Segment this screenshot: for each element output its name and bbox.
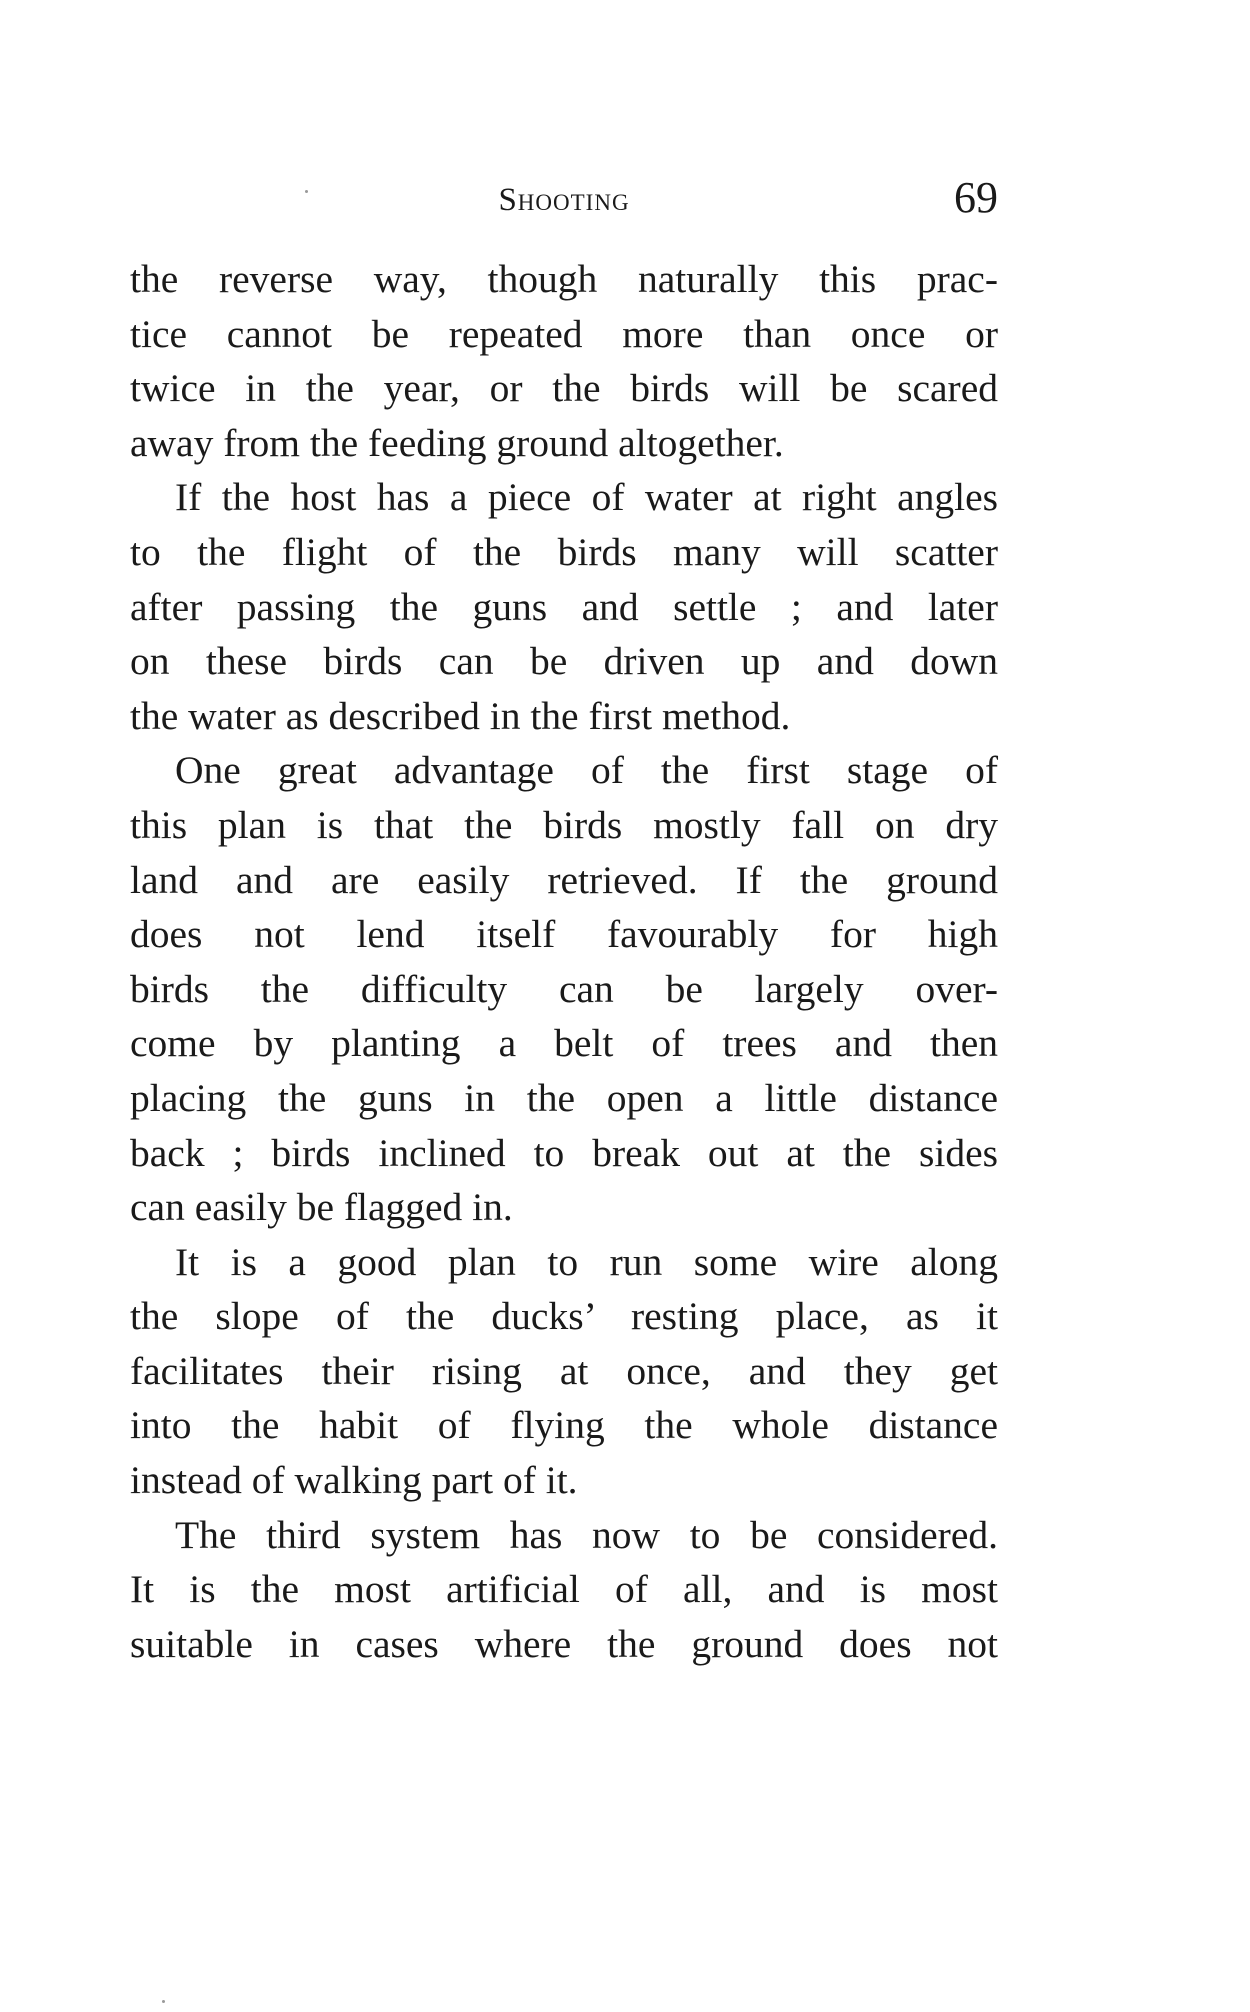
paragraph <box>130 470 998 743</box>
text-line: the water as described in the first method. <box>130 693 791 738</box>
text-line: does not lend itself favourably for high <box>130 912 998 957</box>
text-line: tice cannot be repeated more than once or <box>130 311 998 356</box>
text-line: after passing the guns and settle ; and later <box>130 584 998 629</box>
body-text <box>130 252 998 1671</box>
paragraph <box>130 252 998 470</box>
text-line: twice in the year, or the birds will be scared <box>130 366 998 411</box>
paper-speck <box>162 2000 165 2003</box>
text-line: placing the guns in the open a little distance <box>130 1075 998 1120</box>
text-line: The third system has now to be considered. <box>175 1512 998 1557</box>
text-line: It is the most artificial of all, and is most <box>130 1567 998 1612</box>
text-line: instead of walking part of it. <box>130 1458 578 1503</box>
text-line: facilitates their rising at once, and they get <box>130 1348 998 1393</box>
text-line: come by planting a belt of trees and then <box>130 1021 998 1066</box>
text-line: One great advantage of the first stage of <box>175 748 998 793</box>
text-line: If the host has a piece of water at right angles <box>175 475 998 520</box>
paragraph <box>130 743 998 1234</box>
text-line: this plan is that the birds mostly fall on dry <box>130 802 998 847</box>
text-line: into the habit of flying the whole distance <box>130 1403 998 1448</box>
running-title: Shooting <box>498 182 630 218</box>
text-line: can easily be flagged in. <box>130 1185 513 1230</box>
text-line: birds the difficulty can be largely over- <box>130 966 998 1011</box>
paragraph <box>130 1235 998 1508</box>
text-line: to the flight of the birds many will scatter <box>130 529 998 574</box>
text-line: on these birds can be driven up and down <box>130 639 998 684</box>
text-line: the slope of the ducks’ resting place, as it <box>130 1294 998 1339</box>
text-line: It is a good plan to run some wire along <box>175 1239 998 1284</box>
running-head <box>130 168 998 238</box>
text-line: away from the feeding ground altogether. <box>130 420 784 465</box>
page-number: 69 <box>954 173 998 222</box>
text-line: suitable in cases where the ground does not <box>130 1621 998 1666</box>
text-line: the reverse way, though naturally this prac- <box>130 257 998 301</box>
text-line: back ; birds inclined to break out at the sides <box>130 1130 998 1175</box>
text-line: land and are easily retrieved. If the ground <box>130 857 998 902</box>
paragraph <box>130 1508 998 1672</box>
